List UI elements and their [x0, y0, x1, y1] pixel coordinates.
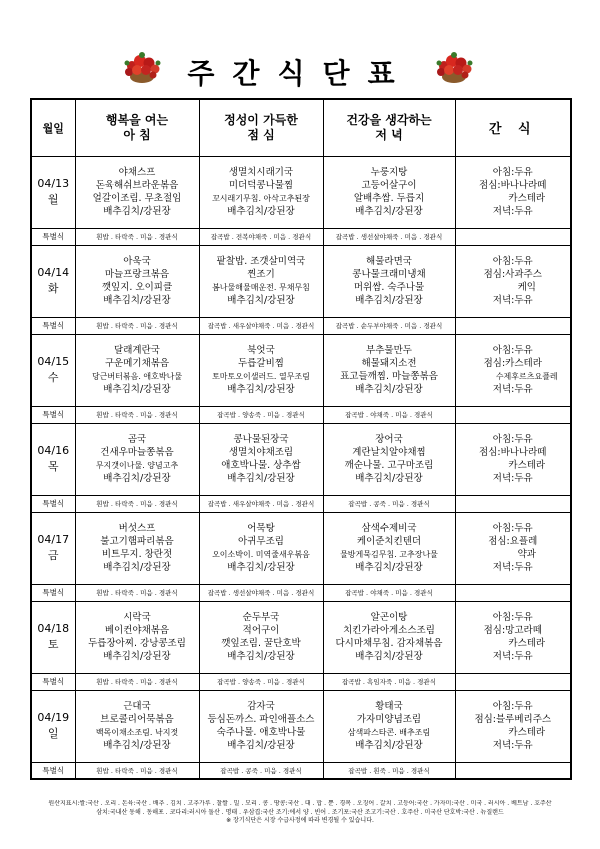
special-label: 특별식 [31, 673, 75, 690]
snack-item: 점심:망고라떼 [483, 625, 542, 636]
special-label: 특별식 [31, 495, 75, 512]
snack-item: 아침:두유 [492, 345, 533, 356]
snack-item: 저녁:두유 [492, 473, 533, 484]
menu-item: 표고들깨찜. 마늘쫑볶음 [340, 371, 438, 382]
weekday-text: 토 [47, 638, 59, 651]
menu-item: 숙주나물. 애호박나물 [216, 727, 306, 738]
breakfast-cell [75, 334, 199, 406]
menu-item: 부추물만두 [366, 345, 412, 356]
menu-item: 콩나물된장국 [233, 434, 289, 445]
menu-item: 무지갯이나물. 양념고추 [95, 461, 179, 470]
menu-item: 시락국 [123, 612, 151, 623]
day-row [31, 423, 571, 495]
snack-item: 아침:두유 [492, 167, 533, 178]
day-row [31, 512, 571, 584]
menu-item: 등심돈까스. 파인애플소스 [207, 714, 315, 725]
snack-cell [455, 601, 571, 673]
menu-item: 가자미양념조림 [356, 714, 422, 725]
breakfast-cell [75, 512, 199, 584]
special-diet-cell: 잡곡밥 . 야채죽 . 미음 . 경관식 [323, 584, 455, 601]
menu-item: 북엇국 [247, 345, 275, 356]
date-text: 04/17 [37, 533, 70, 546]
weekday-text: 수 [47, 371, 59, 384]
menu-item: 꼬시래기무침. 아삭고추된장 [212, 194, 310, 203]
special-diet-cell: 흰밥 . 타락죽 . 미음 . 경관식 [75, 228, 199, 245]
snack-item: 약과 [517, 549, 536, 560]
dinner-cell [323, 601, 455, 673]
weekday-text: 목 [47, 460, 59, 473]
header-row [31, 99, 571, 156]
origin-footer [30, 800, 570, 826]
menu-item: 미더덕콩나물찜 [228, 180, 294, 191]
snack-item: 저녁:두유 [492, 562, 533, 573]
snack-item: 카스테라 [508, 193, 546, 204]
special-diet-cell: 잡곡밥 . 콩죽 . 미음 . 경관식 [323, 495, 455, 512]
menu-item: 애호박나물. 상추쌈 [221, 460, 301, 471]
snack-item: 점심:카스테라 [483, 358, 542, 369]
menu-item: 불고기햄파리볶음 [100, 536, 174, 547]
header-snack: 간 식 [455, 99, 571, 156]
menu-item: 배추김치/강된장 [355, 562, 423, 573]
menu-item: 두릅갈비찜 [238, 358, 284, 369]
date-cell [31, 512, 75, 584]
menu-item: 배추김치/강된장 [103, 740, 171, 751]
menu-item: 아귀무조림 [238, 536, 284, 547]
dinner-cell [323, 690, 455, 762]
day-row [31, 334, 571, 406]
menu-item: 팥찰밥. 조갯살미역국 [216, 256, 306, 267]
menu-item: 찐조기 [247, 269, 275, 280]
menu-item: 배추김치/강된장 [227, 384, 295, 395]
special-diet-cell: 흰밥 . 타락죽 . 미음 . 경관식 [75, 406, 199, 423]
special-diet-cell: 흰밥 . 타락죽 . 미음 . 경관식 [75, 495, 199, 512]
weekday-text: 금 [47, 549, 59, 562]
dinner-cell [323, 245, 455, 317]
menu-item: 얼갈이조림. 무초절임 [92, 193, 182, 204]
special-label: 특별식 [31, 584, 75, 601]
page-header [0, 0, 600, 100]
date-cell [31, 245, 75, 317]
special-diet-cell: 잡곡밥 . 양송죽 . 미음 . 경관식 [199, 673, 323, 690]
weekday-text: 월 [47, 193, 59, 206]
day-row [31, 690, 571, 762]
special-row [31, 495, 571, 512]
snack-item: 아침:두유 [492, 701, 533, 712]
menu-item: 아욱국 [123, 256, 151, 267]
snack-item: 저녁:두유 [492, 651, 533, 662]
snack-item: 아침:두유 [492, 612, 533, 623]
snack-cell [455, 690, 571, 762]
menu-item: 토마토오이샐러드. 열무조림 [212, 372, 310, 381]
snack-item: 저녁:두유 [492, 295, 533, 306]
menu-item: 두릅장아찌. 강낭콩조림 [88, 638, 186, 649]
date-text: 04/16 [37, 444, 70, 457]
special-empty-cell [455, 228, 571, 245]
menu-item: 배추김치/강된장 [227, 206, 295, 217]
snack-item: 저녁:두유 [492, 384, 533, 395]
menu-item: 구운메기채볶음 [104, 358, 170, 369]
snack-item: 카스테라 [508, 638, 546, 649]
weekday-text: 일 [47, 727, 59, 740]
lunch-cell [199, 690, 323, 762]
special-diet-cell: 잡곡밥 . 새우살야채죽 . 미음 . 경관식 [199, 495, 323, 512]
footer-note: ※ 장기식단은 시장 수급사정에 따라 변경될 수 있습니다. [226, 817, 374, 824]
menu-item: 배추김치/강된장 [355, 473, 423, 484]
special-row [31, 584, 571, 601]
menu-item: 계란날치알야채찜 [352, 447, 426, 458]
date-text: 04/18 [37, 622, 70, 635]
special-diet-cell: 흰밥 . 타락죽 . 미음 . 경관식 [75, 762, 199, 779]
menu-item: 근대국 [123, 701, 151, 712]
menu-item: 콩나물크래미냉채 [352, 269, 426, 280]
menu-item: 삼색수제비국 [361, 523, 417, 534]
menu-item: 알곤이탕 [370, 612, 408, 623]
menu-item: 곰국 [127, 434, 147, 445]
day-row [31, 601, 571, 673]
snack-item: 수제후르츠요플레 [495, 372, 558, 381]
snack-item: 아침:두유 [492, 256, 533, 267]
menu-item: 배추김치/강된장 [103, 562, 171, 573]
snack-item: 점심:바나나라떼 [479, 447, 547, 458]
snack-item: 점심:사과주스 [483, 269, 542, 280]
flower-bouquet-icon [122, 50, 162, 84]
special-empty-cell [455, 584, 571, 601]
special-label: 특별식 [31, 228, 75, 245]
day-row [31, 156, 571, 228]
special-diet-cell: 흰밥 . 타락죽 . 미음 . 경관식 [75, 317, 199, 334]
menu-item: 케이준치킨텐더 [356, 536, 422, 547]
date-cell [31, 156, 75, 228]
dinner-cell [323, 512, 455, 584]
menu-item: 누룽지탕 [370, 167, 408, 178]
menu-item: 배추김치/강된장 [227, 295, 295, 306]
special-label: 특별식 [31, 317, 75, 334]
menu-item: 배추김치/강된장 [227, 562, 295, 573]
breakfast-cell [75, 601, 199, 673]
special-diet-cell: 잡곡밥 . 양송죽 . 미음 . 경관식 [199, 406, 323, 423]
menu-item: 배추김치/강된장 [227, 740, 295, 751]
menu-item: 치킨가라아게소스조림 [343, 625, 435, 636]
special-empty-cell [455, 317, 571, 334]
header-breakfast: 행복을 여는 아 침 [75, 99, 199, 156]
menu-item: 해물돼지소전 [361, 358, 417, 369]
special-diet-cell: 잡곡밥 . 야채죽 . 미음 . 경관식 [323, 406, 455, 423]
menu-item: 배추김치/강된장 [355, 740, 423, 751]
menu-item: 다시마채무침. 감자채볶음 [335, 638, 443, 649]
menu-item: 배추김치/강된장 [103, 295, 171, 306]
footer-line: 삼치:국내산 동해 . 동해포 . 코다리:러시아 돌산 . 명태 . 우삼겹:국산 조기:에서 양 . 빈어 . 조기포:국산 조고기:국산 . 호주산 . 미국산 단호박:국산 . 뉴질랜드 [96, 808, 504, 816]
snack-item: 저녁:두유 [492, 740, 533, 751]
special-label: 특별식 [31, 406, 75, 423]
snack-item: 카스테라 [508, 460, 546, 471]
menu-item: 배추김치/강된장 [103, 651, 171, 662]
date-text: 04/14 [37, 266, 70, 279]
menu-item: 깻잎조림. 꿀단호박 [221, 638, 301, 649]
menu-item: 생멸치시래기국 [228, 167, 294, 178]
snack-item: 카스테라 [508, 727, 546, 738]
day-row [31, 245, 571, 317]
date-cell [31, 423, 75, 495]
menu-item: 버섯스프 [118, 523, 156, 534]
menu-item: 백목이채소조림. 낙지젓 [95, 728, 179, 737]
menu-item: 배추김치/강된장 [355, 384, 423, 395]
snack-item: 케익 [517, 282, 536, 293]
special-diet-cell: 잡곡밥 . 생선살야채죽 . 미음 . 경관식 [199, 584, 323, 601]
menu-item: 머위쌈. 숙주나물 [353, 282, 425, 293]
special-label: 특별식 [31, 762, 75, 779]
menu-item: 알배추쌈. 두릅지 [353, 193, 425, 204]
menu-item: 물방게묵김무침. 고추장나물 [340, 550, 438, 559]
special-diet-cell: 잡곡밥 . 생선살야채죽 . 미음 . 경관식 [323, 228, 455, 245]
menu-item: 생멸치야채조림 [228, 447, 294, 458]
menu-item: 건새우마늘쫑볶음 [100, 447, 174, 458]
date-cell [31, 334, 75, 406]
snack-item: 점심:요플레 [488, 536, 538, 547]
special-diet-cell: 흰밥 . 타락죽 . 미음 . 경관식 [75, 584, 199, 601]
menu-item: 오이소박이. 미역줄새우볶음 [212, 550, 310, 559]
header-lunch: 정성이 가득한 점 심 [199, 99, 323, 156]
date-text: 04/19 [37, 711, 70, 724]
special-empty-cell [455, 495, 571, 512]
menu-item: 야채스프 [118, 167, 156, 178]
lunch-cell [199, 245, 323, 317]
menu-item: 순두부국 [242, 612, 280, 623]
menu-item: 배추김치/강된장 [227, 651, 295, 662]
special-row [31, 317, 571, 334]
menu-item: 적어구이 [242, 625, 280, 636]
lunch-cell [199, 334, 323, 406]
snack-item: 점심:블루베리주스 [474, 714, 552, 725]
special-diet-cell: 잡곡밥 . 새우살야채죽 . 미음 . 경관식 [199, 317, 323, 334]
weekday-text: 화 [47, 282, 59, 295]
menu-item: 삼색파스타콘. 배추조림 [347, 728, 431, 737]
special-empty-cell [455, 673, 571, 690]
menu-item: 장어국 [375, 434, 403, 445]
menu-item: 배추김치/강된장 [355, 651, 423, 662]
menu-item: 배추김치/강된장 [355, 206, 423, 217]
menu-item: 고등어살구이 [361, 180, 417, 191]
snack-item: 아침:두유 [492, 523, 533, 534]
dinner-cell [323, 334, 455, 406]
menu-item: 배추김치/강된장 [355, 295, 423, 306]
header-dinner: 건강을 생각하는 저 녁 [323, 99, 455, 156]
menu-item: 깨순나물. 고구마조림 [344, 460, 434, 471]
special-row [31, 406, 571, 423]
snack-item: 점심:바나나라떼 [479, 180, 547, 191]
menu-item: 배추김치/강된장 [227, 473, 295, 484]
menu-item: 달래계란국 [114, 345, 160, 356]
date-cell [31, 601, 75, 673]
date-cell [31, 690, 75, 762]
date-text: 04/15 [37, 355, 70, 368]
menu-item: 어묵탕 [247, 523, 275, 534]
special-diet-cell: 잡곡밥 . 흰죽 . 미음 . 경관식 [323, 762, 455, 779]
dinner-cell [323, 423, 455, 495]
lunch-cell [199, 512, 323, 584]
snack-cell [455, 156, 571, 228]
snack-cell [455, 334, 571, 406]
special-row [31, 762, 571, 779]
special-diet-cell: 잡곡밥 . 순두부야채죽 . 미음 . 경관식 [323, 317, 455, 334]
menu-item: 깻잎지. 오이피클 [101, 282, 173, 293]
lunch-cell [199, 423, 323, 495]
breakfast-cell [75, 156, 199, 228]
snack-item: 저녁:두유 [492, 206, 533, 217]
menu-item: 해물라면국 [366, 256, 412, 267]
menu-item: 배추김치/강된장 [103, 473, 171, 484]
menu-item: 배추김치/강된장 [103, 384, 171, 395]
menu-item: 비트무지. 창란젓 [101, 549, 173, 560]
menu-item: 브로콜리어묵볶음 [100, 714, 174, 725]
special-diet-cell: 잡곡밥 . 흑임자죽 . 미음 . 경관식 [323, 673, 455, 690]
snack-cell [455, 423, 571, 495]
date-text: 04/13 [37, 177, 70, 190]
menu-item: 베이컨야채볶음 [104, 625, 170, 636]
menu-item: 돈육해쉬브라운볶음 [95, 180, 179, 191]
snack-cell [455, 512, 571, 584]
menu-item: 황태국 [375, 701, 403, 712]
menu-item: 봄나물해물매운전. 무채무침 [212, 283, 310, 292]
special-empty-cell [455, 762, 571, 779]
lunch-cell [199, 601, 323, 673]
special-row [31, 228, 571, 245]
breakfast-cell [75, 245, 199, 317]
dinner-cell [323, 156, 455, 228]
snack-item: 아침:두유 [492, 434, 533, 445]
special-diet-cell: 흰밥 . 타락죽 . 미음 . 경관식 [75, 673, 199, 690]
special-row [31, 673, 571, 690]
flower-bouquet-icon [434, 50, 474, 84]
special-diet-cell: 잡곡밥 . 전복야채죽 . 미음 . 경관식 [199, 228, 323, 245]
lunch-cell [199, 156, 323, 228]
menu-item: 감자국 [247, 701, 275, 712]
breakfast-cell [75, 423, 199, 495]
special-diet-cell: 잡곡밥 . 콩죽 . 미음 . 경관식 [199, 762, 323, 779]
menu-item: 당근버터볶음. 애호박나물 [91, 372, 183, 381]
menu-item: 마늘프랑크볶음 [104, 269, 170, 280]
footer-line: 원산지표시:쌀:국산 . 오리 . 돈육:국산 . 배추 . 김치 . 고추가루 . 찰쌀 . 밀 . 모리 . 콩 . 땅콩:국산 . 대 . 합 . 뿐 . 경복 . 오징어 . 갈치 . 고등어:국산 . 가자미:국산 . 미국 . 러시아 . 베트남 . 호주산 [48, 800, 552, 807]
weekly-menu-table [30, 98, 572, 780]
breakfast-cell [75, 690, 199, 762]
special-empty-cell [455, 406, 571, 423]
header-day: 월일 [31, 99, 75, 156]
snack-cell [455, 245, 571, 317]
menu-item: 배추김치/강된장 [103, 206, 171, 217]
page-title: 주간식단표 [187, 57, 413, 90]
